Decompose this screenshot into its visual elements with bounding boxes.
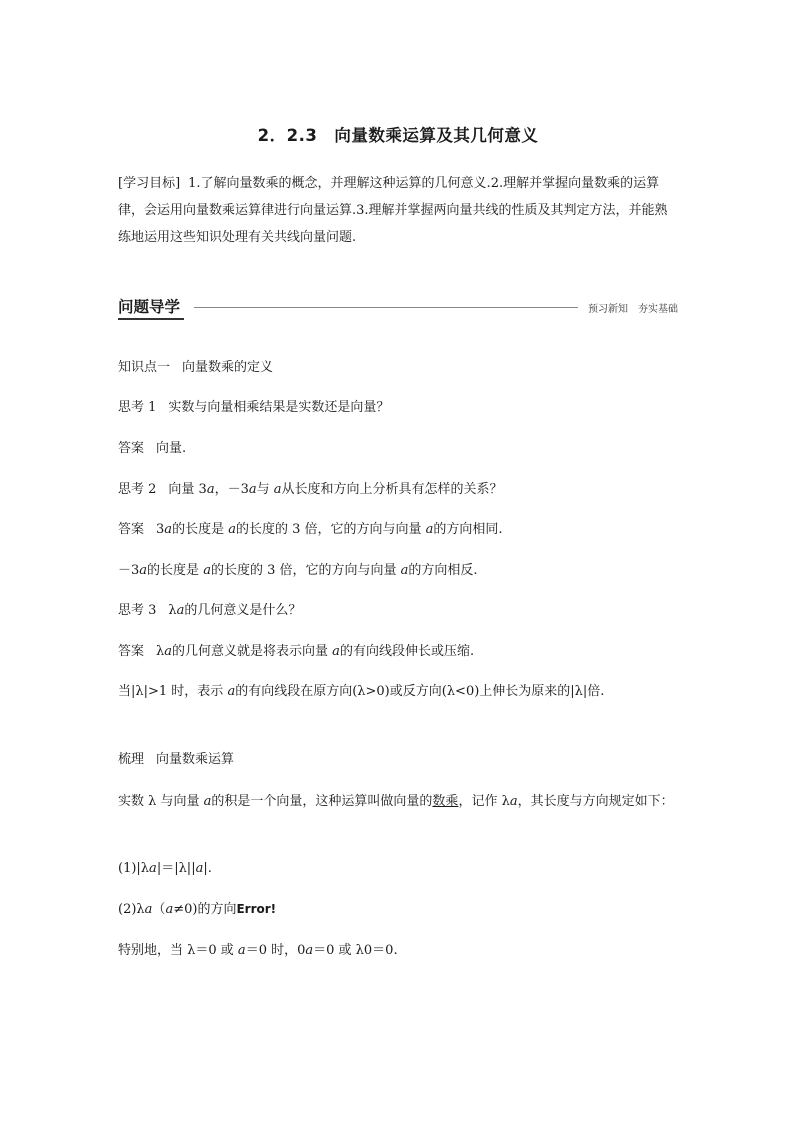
vector-symbol: a (305, 943, 314, 958)
text-run: ，记作 λ (458, 794, 510, 809)
text-run: －3 (118, 563, 140, 578)
answer-3 (118, 639, 678, 665)
text-run: 的方向相同. (433, 522, 503, 537)
text-run: 的几何意义是什么？ (184, 603, 302, 618)
kp-label: 知识点一 (118, 360, 171, 375)
text-run: 特别地，当 λ＝0 或 (118, 943, 238, 958)
text-run: 与 (256, 482, 274, 497)
text-run: (2)λ (118, 902, 145, 917)
term-scalar-multiplication: 数乘 (432, 794, 459, 809)
section-header (118, 296, 678, 320)
think-1-text: 实数与向量相乘结果是实数还是向量？ (168, 400, 390, 415)
think-1-label: 思考 1 (118, 400, 157, 415)
vector-symbol: a (149, 861, 157, 876)
text-run: 实数 λ 与向量 (118, 794, 204, 809)
page-title: 2．2.3 向量数乘运算及其几何意义 (257, 126, 539, 145)
text-run: 的积是一个向量，这种运算叫做向量的 (211, 794, 433, 809)
text-run: 的长度是 (172, 522, 229, 537)
section-divider (194, 307, 578, 308)
vector-symbol: a (164, 644, 173, 659)
vector-symbol: a (203, 563, 211, 578)
learning-goals-text: 1.了解向量数乘的概念，并理解这种运算的几何意义.2.理解并掌握向量数乘的运算律，会运用向量数乘运算律进行向量运算.3.理解并掌握两向量共线的性质及其判定方法，并能熟练地运用这些知识处理有关共线向量问题. (118, 176, 668, 245)
rule-3 (118, 938, 678, 964)
error-text: Error! (236, 902, 277, 916)
rule-1 (118, 856, 678, 882)
think-1 (118, 395, 678, 421)
learning-goals-tag: [学习目标] (118, 176, 181, 191)
text-run: 从长度和方向上分析具有怎样的关系？ (281, 482, 503, 497)
vector-symbol: a (228, 522, 236, 537)
vector-symbol: a (237, 943, 246, 958)
summary-heading (118, 747, 678, 773)
answer-2-continued (118, 558, 678, 584)
vector-symbol: a (195, 861, 204, 876)
answer-2-label: 答案 (118, 522, 145, 537)
answer-2 (118, 517, 678, 543)
text-run: |＝|λ|| (156, 861, 196, 876)
summary-label: 梳理 (118, 752, 145, 767)
learning-goals (118, 170, 678, 251)
text-run: |. (203, 861, 212, 876)
vector-symbol: a (164, 522, 173, 537)
vector-symbol: a (400, 563, 409, 578)
text-run: 的长度的 3 倍，它的方向与向量 (210, 563, 401, 578)
answer-1-text: 向量. (156, 441, 187, 456)
vector-symbol: a (425, 522, 434, 537)
vector-symbol: a (203, 794, 212, 809)
answer-3-continued (118, 679, 678, 705)
text-run: 的长度的 3 倍，它的方向与向量 (235, 522, 426, 537)
vector-symbol: a (332, 644, 340, 659)
vector-symbol: a (248, 482, 257, 497)
text-run: (1)|λ (118, 861, 150, 876)
vector-symbol: a (509, 794, 518, 809)
definition-paragraph (118, 789, 678, 815)
answer-1 (118, 436, 678, 462)
summary-text: 向量数乘运算 (156, 752, 235, 767)
think-2 (118, 477, 678, 503)
vector-symbol: a (165, 902, 174, 917)
knowledge-point-heading (118, 355, 678, 381)
kp-text: 向量数乘的定义 (182, 360, 274, 375)
text-run: 的有向线段在原方向(λ>0)或反方向(λ<0)上伸长为原来的|λ|倍. (235, 684, 605, 699)
text-run: 当|λ|>1 时，表示 (118, 684, 228, 699)
text-run: （ (152, 902, 166, 917)
answer-3-label: 答案 (118, 644, 145, 659)
text-run: ＝0 或 λ0＝0. (313, 943, 398, 958)
text-run: 向量 3 (168, 482, 207, 497)
vector-symbol: a (144, 902, 153, 917)
text-run: ≠0)的方向 (173, 902, 237, 917)
text-run: 的几何意义就是将表示向量 (172, 644, 333, 659)
text-run: ，其长度与方向规定如下： (517, 794, 674, 809)
text-run: 的有向线段伸长或压缩. (339, 644, 475, 659)
text-run: 3 (156, 522, 165, 537)
text-run: 的方向相反. (408, 563, 478, 578)
vector-symbol: a (227, 684, 236, 699)
vector-symbol: a (273, 482, 282, 497)
vector-symbol: a (206, 482, 215, 497)
text-run: 的长度是 (147, 563, 204, 578)
text-run: ，－3 (214, 482, 249, 497)
vector-symbol: a (176, 603, 185, 618)
vector-symbol: a (139, 563, 148, 578)
section-subtitle: 预习新知 夯实基础 (588, 304, 678, 315)
section-title-underline (118, 318, 184, 320)
think-3 (118, 598, 678, 624)
section-title: 问题导学 (118, 298, 181, 316)
think-3-label: 思考 3 (118, 603, 157, 618)
rule-2 (118, 896, 678, 923)
think-2-label: 思考 2 (118, 482, 157, 497)
text-run: λ (168, 603, 177, 618)
answer-1-label: 答案 (118, 441, 145, 456)
text-run: λ (156, 644, 165, 659)
text-run: ＝0 时，0 (245, 943, 306, 958)
